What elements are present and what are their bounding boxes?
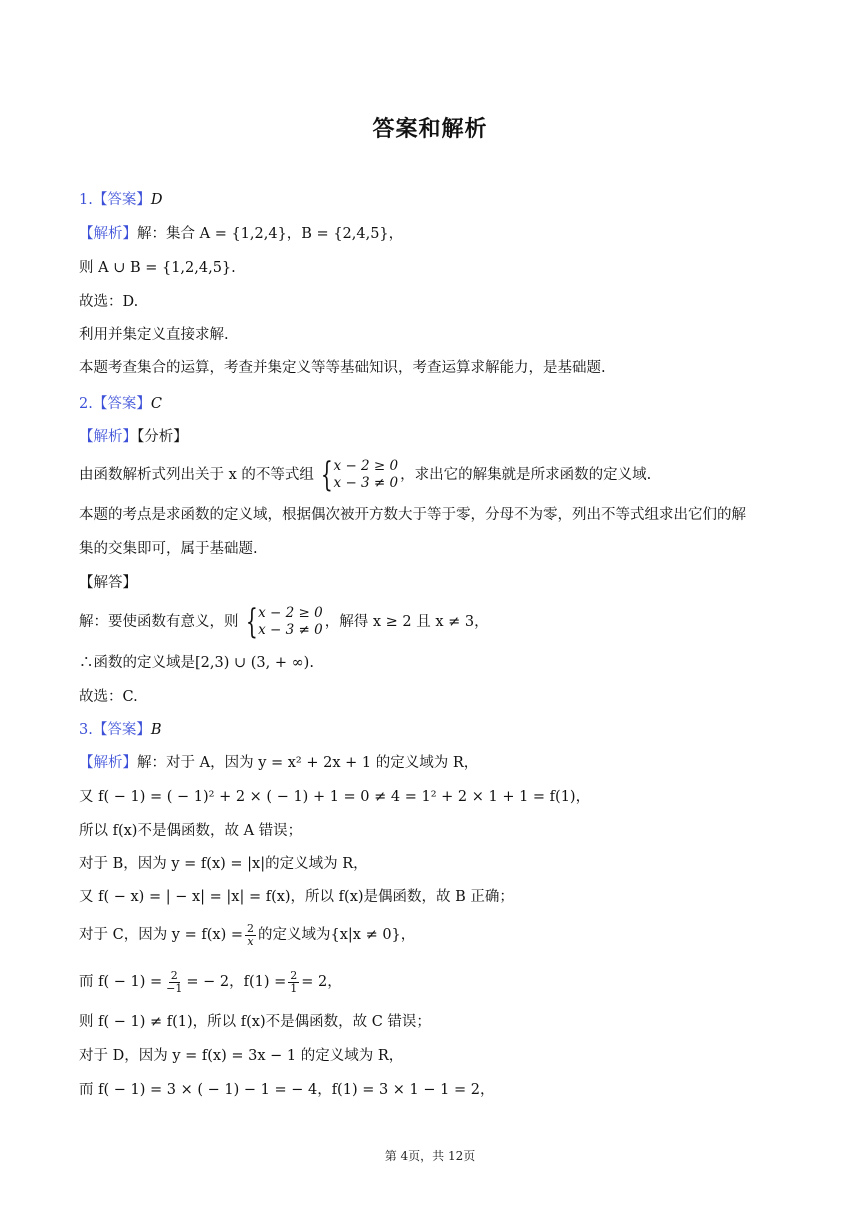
- q2-text-1: [79, 457, 651, 493]
- fraction-numerator: 2: [290, 968, 298, 982]
- q2-system2-row-1: x − 2 ≥ 0: [258, 605, 323, 621]
- q3-text-9: 对于 D，因为 y = f(x) = 3x − 1 的定义域为 R，: [79, 1048, 404, 1064]
- q2-system-row-2: x − 3 ≠ 0: [333, 475, 399, 491]
- q2-inequality-system: [316, 455, 399, 495]
- q1-answer-line: [79, 189, 162, 211]
- q2-answer-tag: 【答案】: [92, 396, 151, 412]
- q3-fraction-2-over-neg1: [164, 970, 184, 995]
- q2-text-6: 故选：C.: [79, 689, 138, 705]
- q2-text-4b: ，解得 x ≥ 2 且 x ≠ 3，: [324, 614, 489, 630]
- q2-text-1a: 由函数解析式列出关于 x 的不等式组: [79, 467, 314, 483]
- fraction-numerator: 2: [170, 968, 178, 982]
- q1-text-2: 则 A ∪ B = {1,2,4,5}.: [79, 260, 236, 276]
- q1-text-4: 利用并集定义直接求解.: [79, 327, 229, 343]
- q1-answer-tag: 【答案】: [92, 192, 151, 208]
- q1-analysis-tag: 【解析】: [79, 226, 137, 242]
- q3-fraction-2-over-x: [245, 923, 256, 948]
- q2-text-2: 本题的考点是求函数的定义域，根据偶次被开方数大于等于零，分母不为零，列出不等式组求出它们的解: [79, 507, 746, 523]
- q3-answer-line: [79, 719, 162, 741]
- q3-fraction-2-over-1: [288, 970, 299, 995]
- fraction-numerator: 2: [247, 921, 254, 935]
- q3-text-6: [79, 921, 415, 949]
- q2-fenxi-tag: 【分析】: [137, 429, 188, 445]
- q2-tags-line: [79, 426, 188, 448]
- q2-analysis-tag: 【解析】: [79, 429, 137, 445]
- q3-text-10: 而 f( − 1) = 3 × ( − 1) − 1 = − 4，f(1) = 3 × 1 − 1 = 2，: [79, 1082, 495, 1098]
- q1-text-5: 本题考查集合的运算，考查并集定义等等基础知识，考查运算求解能力，是基础题.: [79, 360, 606, 376]
- q1-text-1: 解：集合 A = {1,2,4}，B = {2,4,5}，: [137, 226, 404, 242]
- q1-text-3: 故选：D.: [79, 294, 139, 310]
- q3-text-7a: 而 f( − 1) =: [79, 974, 163, 990]
- q3-text-1: 解：对于 A，因为 y = x² + 2x + 1 的定义域为 R，: [137, 755, 479, 771]
- q3-text-6b: 的定义域为{x|x ≠ 0}，: [258, 927, 416, 943]
- q2-answer: C: [150, 396, 162, 412]
- q1-number: 1.: [79, 192, 93, 208]
- q2-text-1b: ，求出它的解集就是所求函数的定义域.: [400, 467, 652, 483]
- q1-analysis-line: [79, 223, 403, 245]
- fraction-denominator: 1: [290, 981, 298, 995]
- q3-analysis-tag: 【解析】: [79, 755, 137, 771]
- q2-system-row-1: x − 2 ≥ 0: [333, 458, 399, 474]
- q3-text-7b: = − 2，f(1) =: [186, 974, 287, 990]
- q3-text-3: 所以 f(x)不是偶函数，故 A 错误；: [79, 823, 303, 839]
- q2-inequality-system-2: [241, 602, 323, 642]
- q3-answer: B: [150, 722, 162, 738]
- fraction-denominator: −1: [166, 981, 183, 995]
- q2-text-4a: 解：要使函数有意义，则: [79, 614, 239, 630]
- q2-text-5: ∴函数的定义域是[2,3) ∪ (3, + ∞).: [79, 655, 314, 671]
- q2-answer-line: [79, 393, 162, 415]
- page-title: 答案和解析: [372, 117, 488, 142]
- q2-jieda-tag: 【解答】: [79, 575, 137, 591]
- fraction-denominator: x: [247, 934, 254, 948]
- q3-text-5: 又 f( − x) = | − x| = |x| = f(x)，所以 f(x)是偶函数，故 B 正确；: [79, 889, 514, 905]
- q1-answer: D: [150, 192, 163, 208]
- page-footer: 第 4页，共 12页: [384, 1149, 476, 1163]
- brace-icon: {: [245, 602, 258, 642]
- q3-text-7: [79, 968, 342, 996]
- q3-number: 3.: [79, 722, 93, 738]
- q3-text-6a: 对于 C，因为 y = f(x) =: [79, 927, 243, 943]
- brace-icon: {: [320, 455, 333, 495]
- q2-system2-row-2: x − 3 ≠ 0: [258, 622, 323, 638]
- q3-answer-tag: 【答案】: [92, 722, 151, 738]
- q3-text-4: 对于 B，因为 y = f(x) = |x|的定义域为 R，: [79, 856, 368, 872]
- q2-text-4: [79, 604, 489, 640]
- q3-text-2: 又 f( − 1) = ( − 1)² + 2 × ( − 1) + 1 = 0 ≠ 4 = 1² + 2 × 1 + 1 = f(1)，: [79, 789, 591, 805]
- q2-number: 2.: [79, 396, 93, 412]
- q3-analysis-line: [79, 752, 478, 774]
- q3-text-7c: = 2，: [301, 974, 342, 990]
- q3-text-8: 则 f( − 1) ≠ f(1)，所以 f(x)不是偶函数，故 C 错误；: [79, 1014, 431, 1030]
- q2-text-3: 集的交集即可，属于基础题.: [79, 541, 258, 557]
